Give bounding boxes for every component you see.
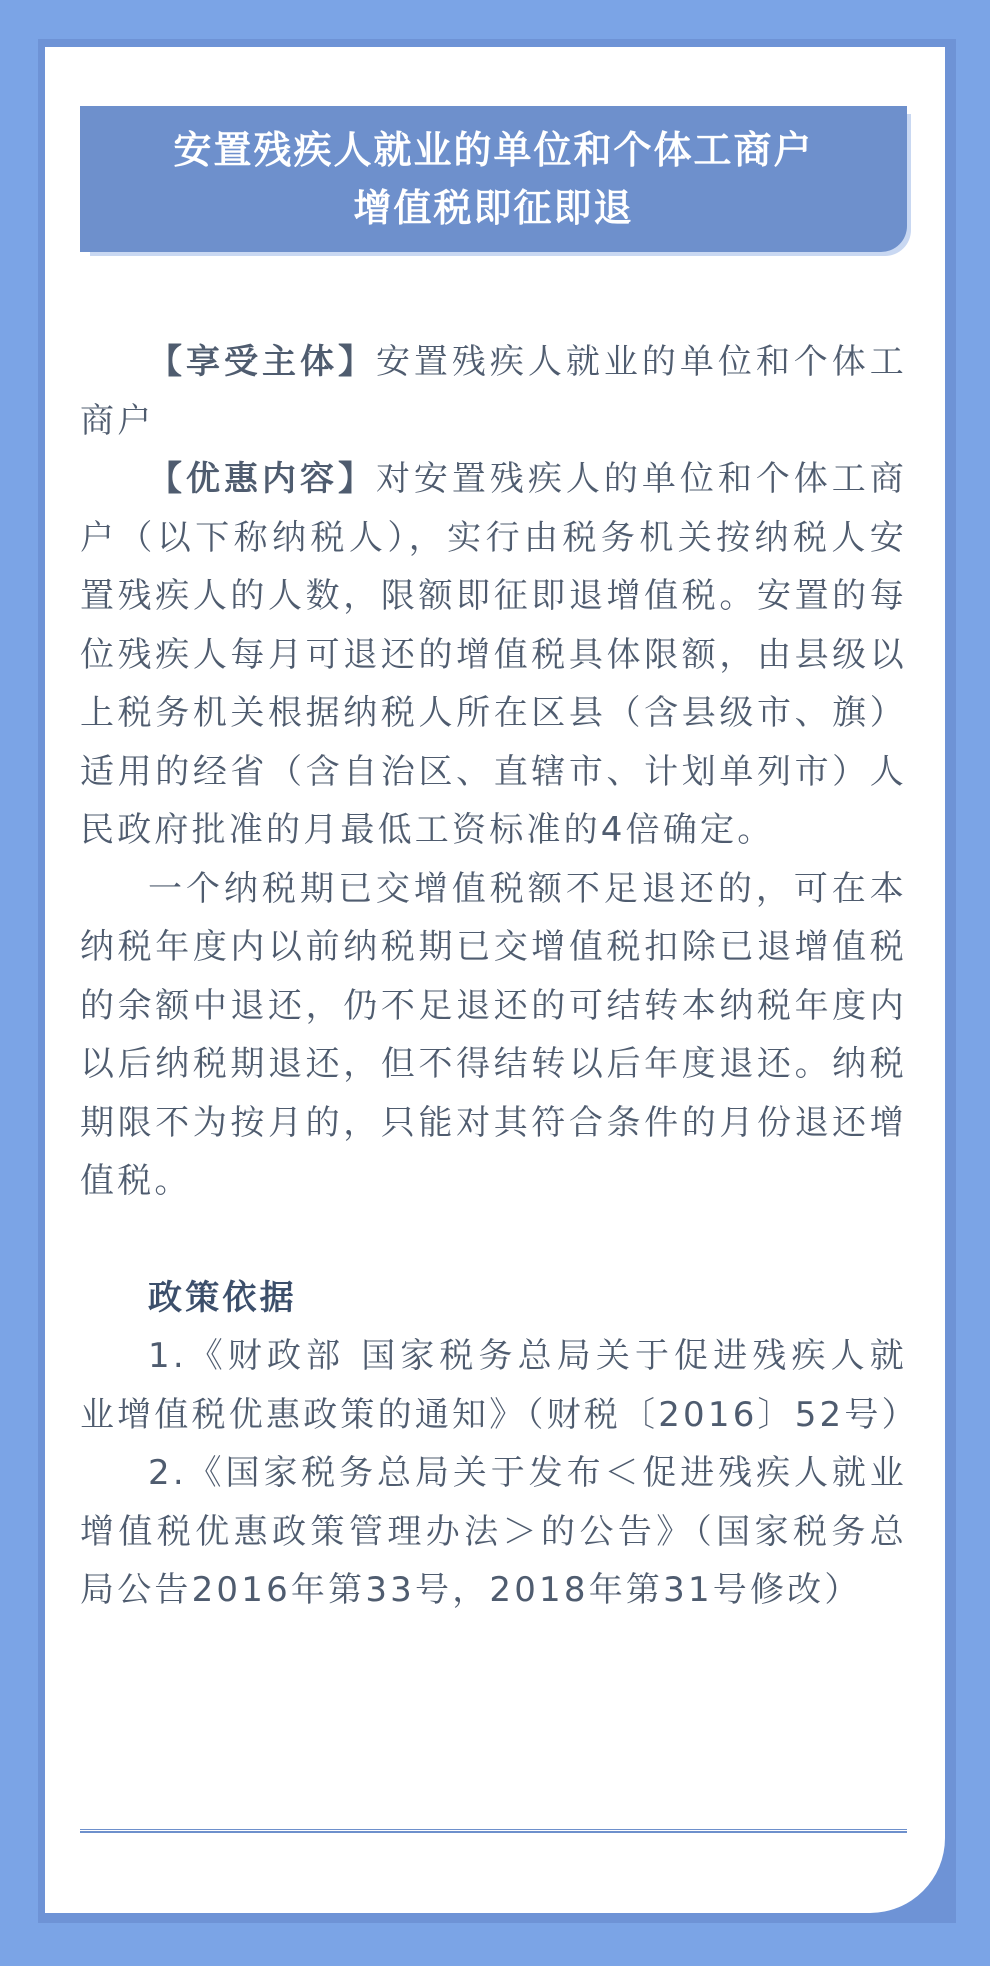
- benefit-text: 对安置残疾人的单位和个体工商户（以下称纳税人），实行由税务机关按纳税人安置残疾人的人数，限额即征即退增值税。安置的每位残疾人每月可退还的增值税具体限额，由县级以上税务机关根据纳税人所在区县（含县级市、旗）适用的经省（含自治区、直辖市、计划单列市）人民政府批准的月最低工资标准的4倍确定。: [80, 459, 907, 850]
- policy-basis-item-2: 2.《国家税务总局关于发布＜促进残疾人就业增值税优惠政策管理办法＞的公告》（国家税务总局公告2016年第33号，2018年第31号修改）: [80, 1453, 907, 1610]
- beneficiary-label: 【享受主体】: [148, 342, 376, 382]
- policy-content: [80, 333, 919, 1620]
- benefit-label: 【优惠内容】: [148, 459, 376, 499]
- policy-basis-item-1: 1.《财政部 国家税务总局关于促进残疾人就业增值税优惠政策的通知》（财税〔2016〕52号）: [80, 1336, 919, 1435]
- beneficiary-paragraph: [80, 333, 907, 450]
- title-line-2: 增值税即征即退: [353, 186, 634, 230]
- policy-basis-heading: 政策依据: [148, 1277, 297, 1318]
- benefit-paragraph: [80, 450, 907, 860]
- beneficiary-text: 安置残疾人就业的单位和个体工商户: [80, 342, 907, 441]
- title-banner: [80, 106, 907, 252]
- refund-paragraph: 一个纳税期已交增值税额不足退还的，可在本纳税年度内以前纳税期已交增值税扣除已退增值税的余额中退还，仍不足退还的可结转本纳税年度内以后纳税期退还，但不得结转以后年度退还。纳税期限不为按月的，只能对其符合条件的月份退还增值税。: [80, 868, 907, 1201]
- section-spacer: [80, 1211, 907, 1269]
- bottom-divider: [80, 1829, 907, 1833]
- title-line-1: 安置残疾人就业的单位和个体工商户: [173, 128, 814, 172]
